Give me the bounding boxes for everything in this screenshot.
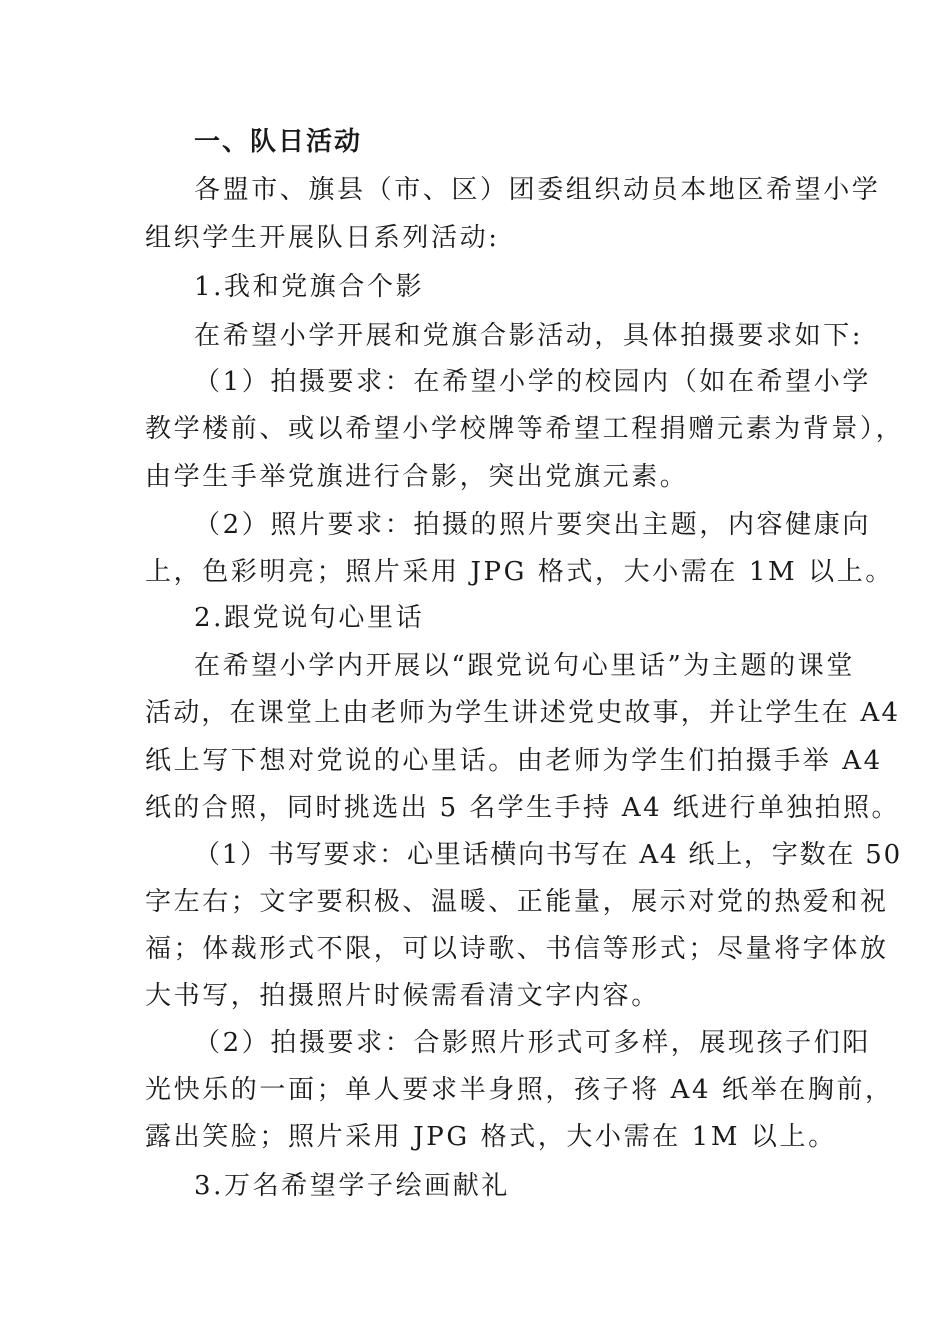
intro-line-2: 组织学生开展队日系列活动: (145, 223, 500, 253)
item3-title: 3.万名希望学子绘画献礼 (194, 1171, 511, 1201)
item2-req2-line-1: （2）拍摄要求：合影照片形式可多样，展现孩子们阳 (194, 1028, 871, 1058)
item1-req2-line-2: 上，色彩明亮；照片采用 JPG 格式，大小需在 1M 以上。 (145, 557, 894, 587)
item2-desc-line-2: 活动，在课堂上由老师为学生讲述党史故事，并让学生在 A4 (145, 698, 901, 728)
item2-req1-line-2: 字左右；文字要积极、温暖、正能量，展示对党的热爱和祝 (145, 887, 889, 917)
section-title: 一、队日活动 (194, 127, 363, 157)
item2-req2-line-3: 露出笑脸；照片采用 JPG 格式，大小需在 1M 以上。 (145, 1122, 837, 1152)
item2-desc-line-3: 纸上写下想对党说的心里话。由老师为学生们拍摄手举 A4 (145, 746, 883, 776)
item1-title: 1.我和党旗合个影 (194, 272, 425, 302)
item2-req1-line-3: 福；体裁形式不限，可以诗歌、书信等形式；尽量将字体放 (145, 934, 889, 964)
item1-req1-line-1: （1）拍摄要求：在希望小学的校园内（如在希望小学 (194, 367, 871, 397)
item1-desc: 在希望小学开展和党旗合影活动，具体拍摄要求如下: (194, 321, 864, 351)
item2-req2-line-2: 光快乐的一面；单人要求半身照，孩子将 A4 纸举在胸前， (145, 1075, 894, 1105)
item2-req1-line-4: 大书写，拍摄照片时候需看清文字内容。 (145, 981, 660, 1011)
item1-req1-line-2: 教学楼前、或以希望小学校牌等希望工程捐赠元素为背景）， (145, 414, 905, 444)
item2-desc-line-1: 在希望小学内开展以“跟党说句心里话”为主题的课堂 (194, 651, 855, 681)
item2-title: 2.跟党说句心里话 (194, 603, 425, 633)
item2-req1-line-1: （1）书写要求：心里话横向书写在 A4 纸上，字数在 50 (194, 840, 902, 870)
intro-line-1: 各盟市、旗县（市、区）团委组织动员本地区希望小学 (194, 175, 881, 205)
item1-req1-line-3: 由学生手举党旗进行合影，突出党旗元素。 (145, 462, 689, 492)
item2-desc-line-4: 纸的合照，同时挑选出 5 名学生手持 A4 纸进行单独拍照。 (145, 793, 900, 823)
item1-req2-line-1: （2）照片要求：拍摄的照片要突出主题，内容健康向 (194, 510, 871, 540)
